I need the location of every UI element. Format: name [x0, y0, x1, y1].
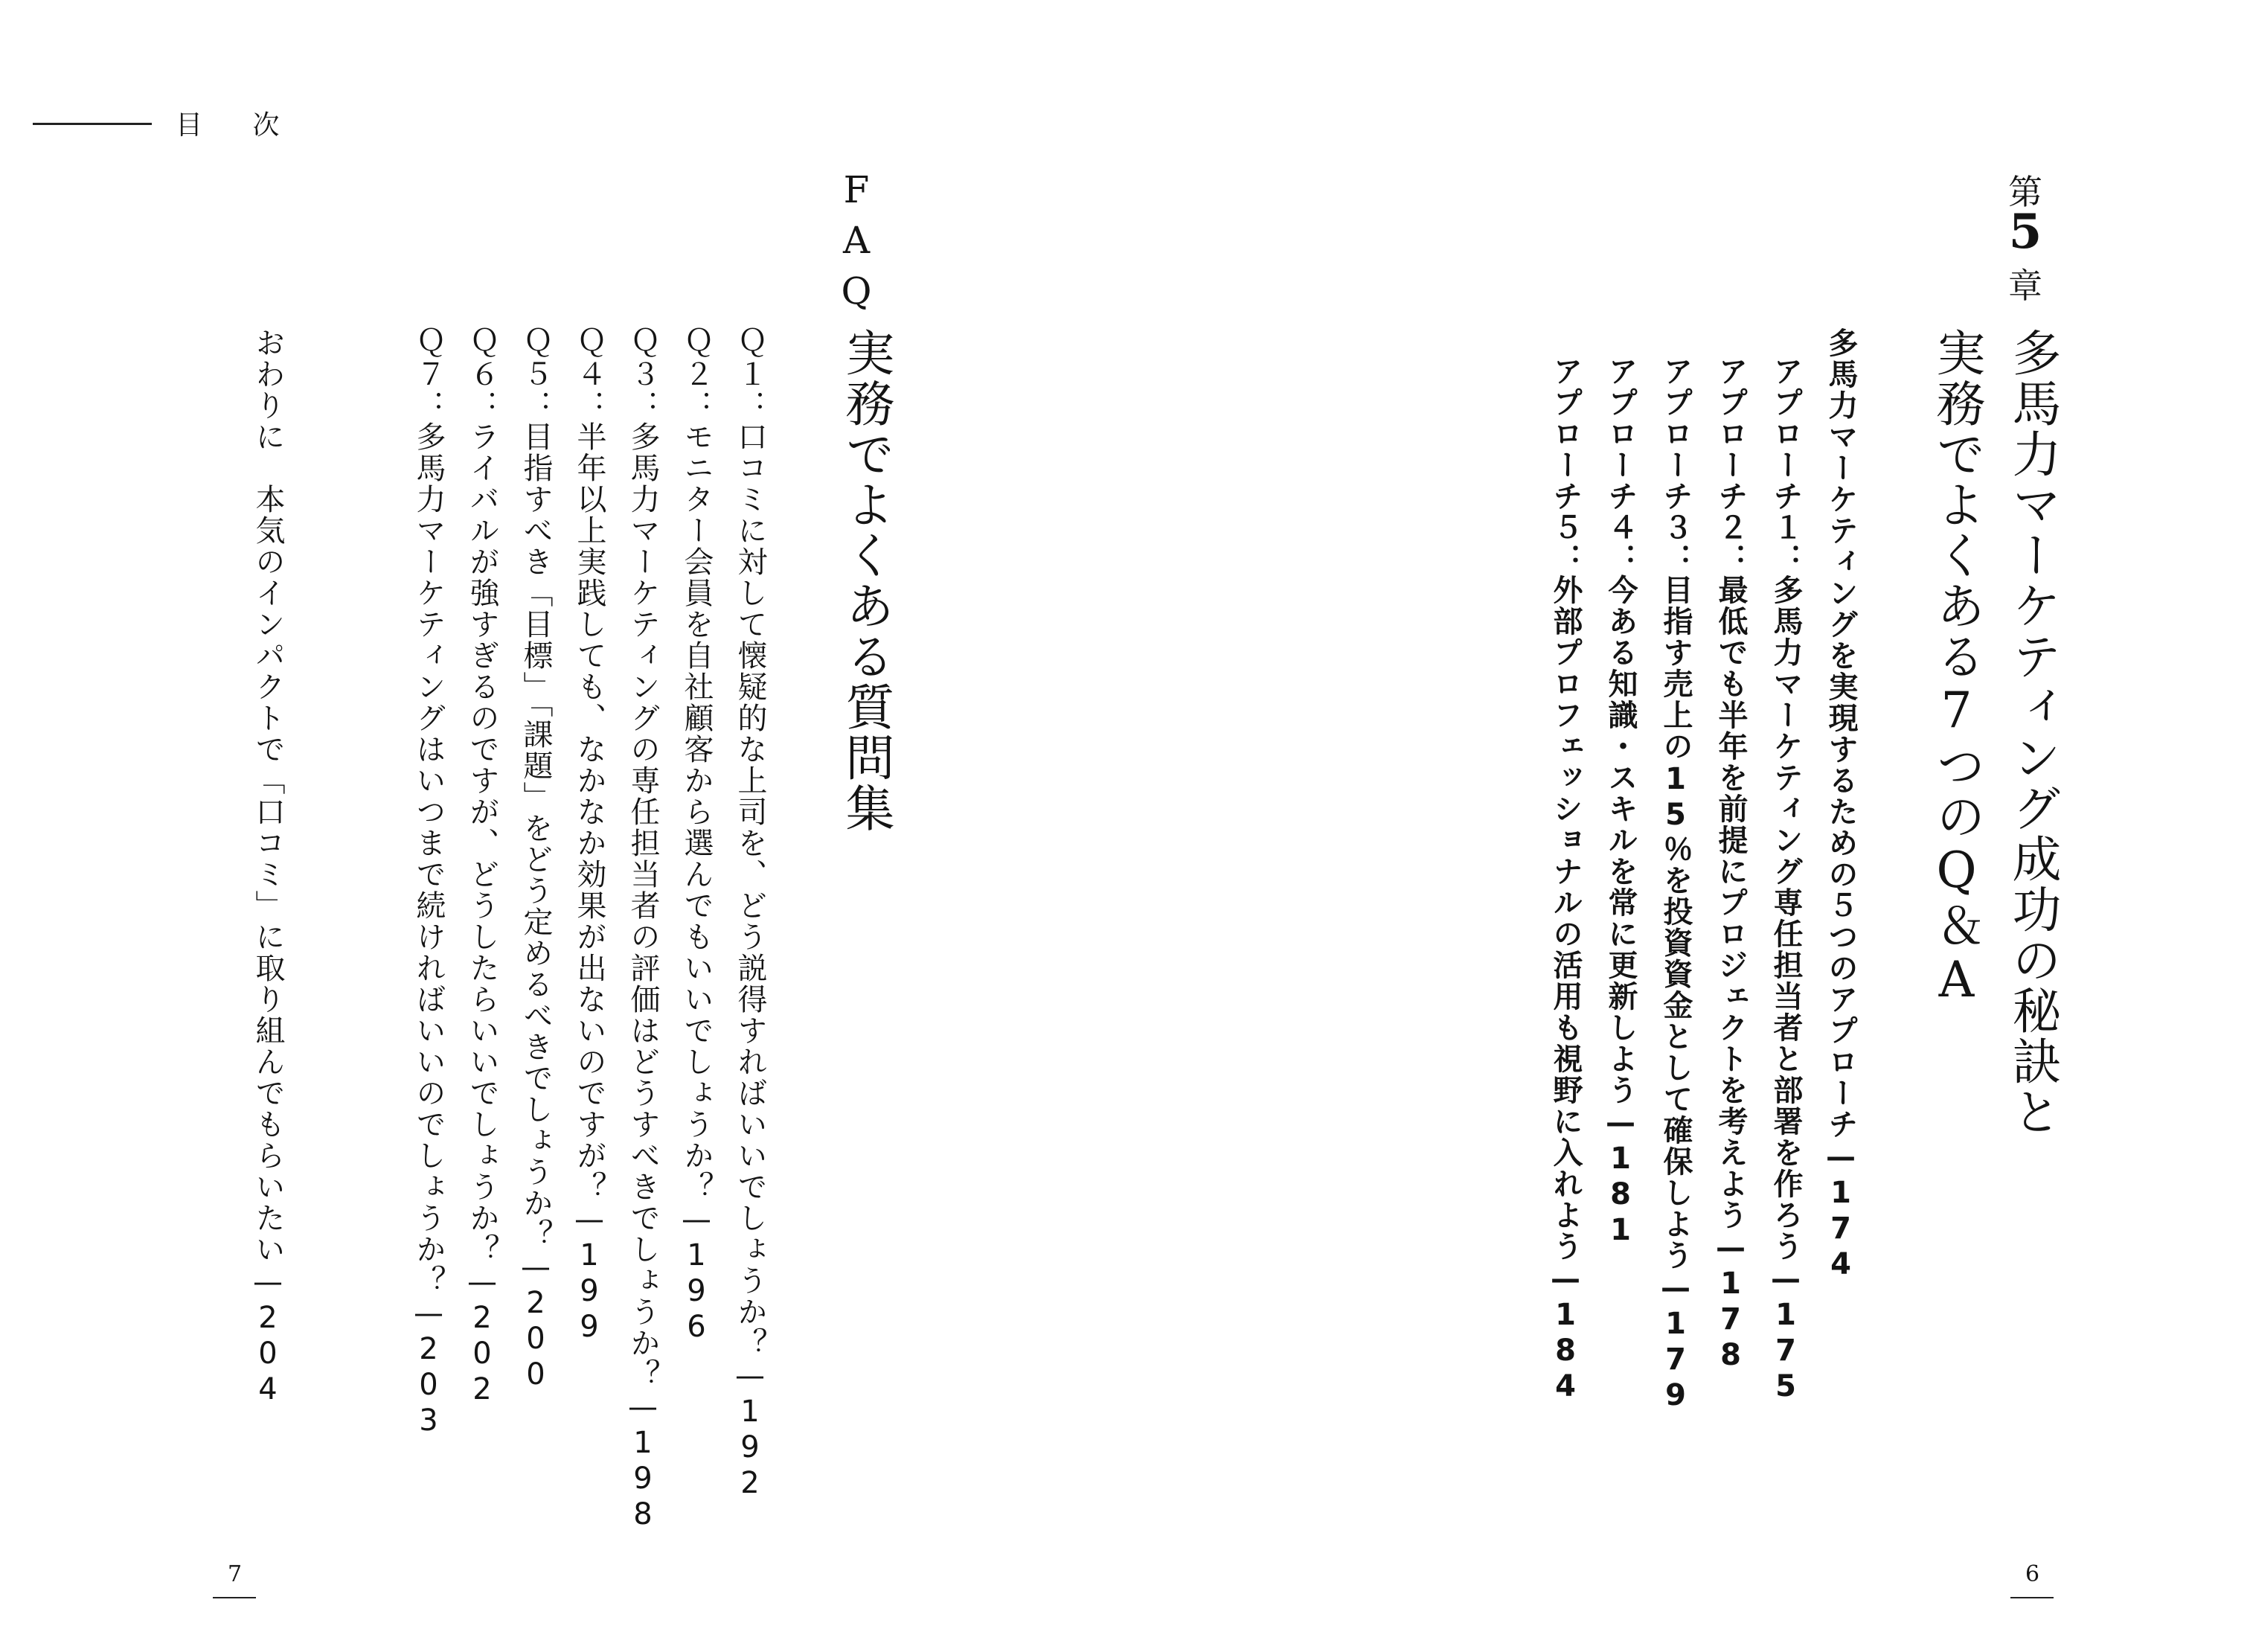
toc-entry-text: アプローチ５：外部プロフェッショナルの活用も視野に入れよう	[1548, 356, 1583, 1262]
toc-entry-page: —174	[1824, 1140, 1858, 1283]
chapter-label-di: 第	[2008, 172, 2042, 212]
chapter-label-sho: 章	[2008, 266, 2042, 306]
closing-entry-page: —204	[251, 1265, 285, 1408]
faq-question-page: —202	[465, 1265, 499, 1408]
faq-label: FAQ	[835, 168, 878, 320]
faq-question-page: —198	[626, 1390, 660, 1533]
faq-question[interactable]	[568, 327, 611, 1345]
closing-entry[interactable]	[247, 327, 289, 1408]
faq-question[interactable]	[461, 327, 504, 1408]
faq-question-text: Ｑ４：半年以上実践しても、なかなか効果が出ないのですが？	[572, 327, 606, 1203]
faq-question-text: Ｑ３：多馬力マーケティングの専任担当者の評価はどうすべきでしょうか？	[626, 327, 660, 1390]
faq-question-page: —192	[733, 1359, 767, 1502]
page-number-left-rule	[213, 1597, 256, 1598]
faq-question-page: —203	[411, 1296, 446, 1439]
running-head-title: 目 次	[176, 110, 301, 141]
closing-entry-text: おわりに 本気のインパクトで「口コミ」に取り組んでもらいたい	[251, 327, 285, 1265]
toc-entry-page: —175	[1769, 1262, 1803, 1405]
toc-entry[interactable]	[1600, 356, 1642, 1249]
faq-question[interactable]	[515, 327, 557, 1393]
faq-question-page: —200	[519, 1250, 553, 1393]
faq-title: 実務でよくある質問集	[837, 327, 894, 833]
page-number-left: 7	[228, 1561, 243, 1587]
toc-entry-page: —184	[1548, 1262, 1583, 1405]
toc-entry[interactable]	[1545, 356, 1587, 1405]
toc-entry[interactable]	[1765, 356, 1807, 1405]
toc-entry[interactable]	[1710, 356, 1752, 1374]
page-number-right-rule	[2010, 1597, 2054, 1598]
faq-question-page: —196	[679, 1203, 714, 1345]
toc-entry-text: 多馬力マーケティングを実現するための５つのアプローチ	[1824, 327, 1858, 1140]
faq-question[interactable]	[676, 327, 718, 1345]
chapter-title-line2: 実務でよくある7つのQ＆A	[1928, 327, 1985, 1010]
faq-question-text: Ｑ２：モニター会員を自社顧客から選んでもいいでしょうか？	[679, 327, 714, 1203]
chapter-number: 5	[2008, 204, 2042, 260]
chapter-title-line1: 多馬力マーケティング成功の秘訣と	[2004, 327, 2061, 1137]
faq-question-text: Ｑ１：口コミに対して懐疑的な上司を、どう説得すればいいでしょうか？	[733, 327, 767, 1359]
faq-question[interactable]	[622, 327, 664, 1533]
faq-question-text: Ｑ７：多馬力マーケティングはいつまで続ければいいのでしょうか？	[411, 327, 446, 1296]
toc-entry-text: アプローチ１：多馬力マーケティング専任担当者と部署を作ろう	[1769, 356, 1803, 1262]
toc-entry-text: アプローチ４：今ある知識・スキルを常に更新しよう	[1603, 356, 1638, 1106]
toc-entry-text: アプローチ２：最低でも半年を前提にプロジェクトを考えよう	[1714, 356, 1748, 1231]
toc-entry-text: アプローチ３：目指す売上の15％を投資資金として確保しよう	[1658, 356, 1693, 1271]
faq-question[interactable]	[408, 327, 450, 1439]
toc-entry-page: —178	[1714, 1231, 1748, 1374]
toc-entry[interactable]	[1820, 327, 1862, 1283]
running-head-rule	[33, 123, 152, 125]
faq-question-text: Ｑ６：ライバルが強すぎるのですが、どうしたらいいでしょうか？	[465, 327, 499, 1265]
page-number-right: 6	[2025, 1561, 2040, 1587]
toc-entry[interactable]	[1655, 356, 1697, 1414]
faq-question[interactable]	[729, 327, 772, 1502]
faq-question-text: Ｑ５：目指すべき「目標」「課題」をどう定めるべきでしょうか？	[519, 327, 553, 1250]
toc-entry-page: —179	[1658, 1271, 1693, 1414]
toc-entry-page: —181	[1603, 1106, 1638, 1249]
faq-question-page: —199	[572, 1203, 606, 1345]
